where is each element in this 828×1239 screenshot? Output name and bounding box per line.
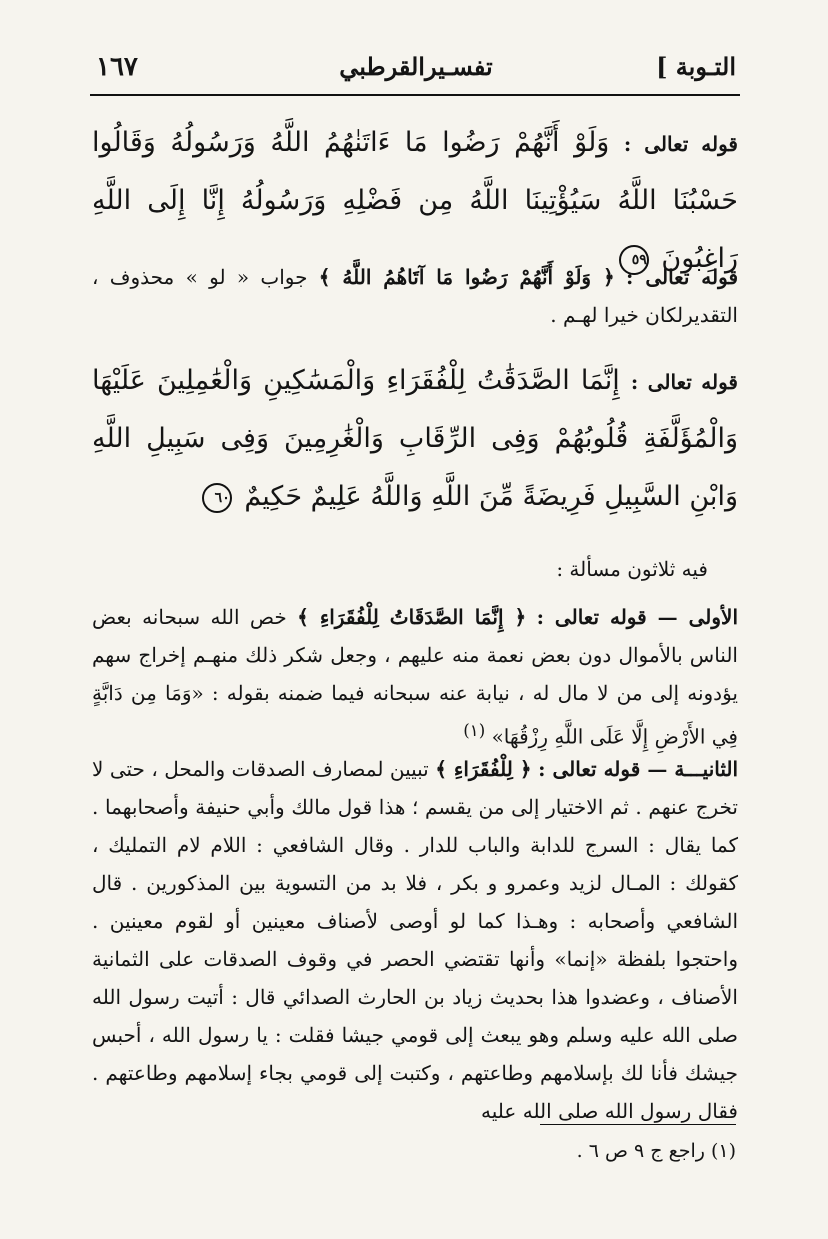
verse-60-block: [92, 352, 738, 526]
issue-lead: الثانيـــة — قوله تعالى :: [538, 757, 739, 781]
issue-2: [92, 750, 738, 1130]
commentary-paragraph: [92, 258, 738, 334]
footnote-rule: [540, 1124, 736, 1125]
verse-number-marker: ٦٠: [202, 483, 232, 513]
book-title: تفسـيرالقرطبي: [339, 52, 493, 81]
issue-text: خص الله سبحانه بعض الناس بالأموال دون بعض نعمة منه عليهم ، وجعل شكر ذلك منهـم إخراج سهم يؤدونه إلى من لا مال له ، نيابة عنه سبحانه فيما ضمنه بقوله : «وَمَا مِن دَابَّةٍ فِي الأَرْضِ إِلَّا عَلَى اللَّهِ رِزْقُهَا»: [92, 605, 738, 749]
verse-number-marker: ٥٩: [619, 245, 649, 275]
comment-lead: قوله تعالى :: [626, 265, 739, 289]
verse-lead: قوله تعالى :: [623, 132, 738, 156]
issue-lead: الأولى — قوله تعالى :: [536, 605, 739, 629]
header-rule: [90, 94, 740, 96]
quran-quote: ﴿ إِنَّمَا الصَّدَقَاتُ لِلْفُقَرَاءِ ﴾: [297, 605, 527, 629]
quran-quote: ﴿ لِلْفُقَرَاءِ ﴾: [435, 757, 532, 781]
issue-1: [92, 598, 738, 756]
issue-1-block: [92, 598, 738, 756]
surah-name: التـوبة ]: [656, 52, 736, 81]
verse-text: إِنَّمَا الصَّدَقَٰتُ لِلْفُقَرَاءِ وَالْمَسَٰكِينِ وَالْعَٰمِلِينَ عَلَيْهَا وَالْمُؤَلَّفَةِ قُلُوبُهُمْ وَفِى الرِّقَابِ وَالْغَٰرِمِينَ وَفِى سَبِيلِ اللَّهِ وَابْنِ السَّبِيلِ فَرِيضَةً مِّنَ اللَّهِ وَاللَّهُ عَلِيمٌ حَكِيمٌ: [92, 365, 738, 512]
footnote: (١) راجع ج ٩ ص ٦ .: [576, 1140, 736, 1162]
footnote-ref: (١): [463, 721, 486, 740]
issues-intro: فيه ثلاثون مسألة :: [556, 557, 708, 581]
issue-text: تبيين لمصارف الصدقات والمحل ، حتى لا تخرج عنهم . ثم الاختيار إلى من يقسم ؛ هذا قول مالك وأبي حنيفة وأصحابهما . كما يقال : السرج للدابة والباب للدار . وقال الشافعي : اللام لام التمليك ، كقولك : المـال لزيد وعمرو و بكر ، فلا بد من التسوية بين المذكورين . قال الشافعي وأصحابه : وهـذا كما لو أوصى لأصناف معينين أو لقوم معينين . واحتجوا بلفظة «إنما» وأنها تقتضي الحصر في وقوف الصدقات على الثمانية الأصناف ، وعضدوا هذا بحديث زياد بن الحارث الصدائي قال : أتيت رسول الله صلى الله عليه وسلم وهو يبعث إلى قومي جيشا فقلت : يا رسول الله ، أحبس جيشك فأنا لك بإسلامهم وطاعتهم ، وكتبت إلى قومي بجاء إسلامهم وطاعتهم . فقال رسول الله صلى الله عليه: [92, 757, 738, 1123]
comment-text: جواب « لو » محذوف ، التقديرلكان خيرا لهـم .: [92, 265, 738, 327]
issue-2-block: [92, 750, 738, 1130]
page-number: ١٦٧: [96, 52, 138, 82]
quran-quote: ﴿ وَلَوْ أَنَّهُمْ رَضُوا مَا آتَاهُمُ اللَّهُ ﴾: [318, 265, 615, 289]
page-header: [96, 48, 736, 94]
verse-lead: قوله تعالى :: [630, 370, 738, 394]
verse-60: [92, 352, 738, 526]
verse-text: وَلَوْ أَنَّهُمْ رَضُوا مَا ءَاتَنٰهُمُ اللَّهُ وَرَسُولُهُ وَقَالُوا حَسْبُنَا اللَّهُ سَيُؤْتِينَا اللَّهُ مِن فَضْلِهِ وَرَسُولُهُ إِنَّا إِلَى اللَّهِ رَاغِبُونَ: [92, 127, 738, 274]
intro-block: [92, 550, 738, 588]
comment-59-block: [92, 258, 738, 334]
